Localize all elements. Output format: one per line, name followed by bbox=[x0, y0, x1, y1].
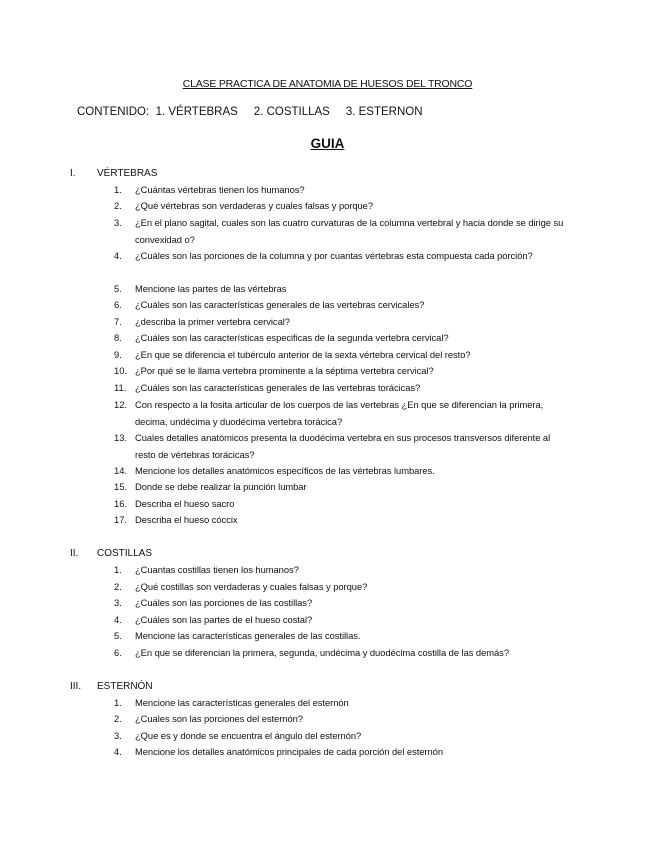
question-item bbox=[114, 330, 564, 347]
question-text: Donde se debe realizar la punción lumbar bbox=[135, 481, 307, 492]
question-number: 2. bbox=[114, 581, 122, 592]
question-text: ¿Cuantas costillas tienen los humanos? bbox=[135, 564, 299, 575]
question-text: ¿Cuántas vértebras tienen los humanos? bbox=[135, 184, 305, 195]
question-item bbox=[114, 248, 564, 265]
question-number: 16. bbox=[114, 498, 128, 509]
guia-heading: GUIA bbox=[310, 136, 345, 151]
question-text: Cuales detalles anatómicos presenta la duodécima vertebra en sus procesos transversos diferente al resto de vértebras torácicas? bbox=[135, 432, 551, 460]
question-text: ¿Que es y donde se encuentra el ángulo del esternón? bbox=[135, 730, 362, 741]
section-heading-vertebras bbox=[70, 168, 157, 179]
question-text: ¿Cuáles son las partes de el hueso costal? bbox=[135, 614, 313, 625]
section-heading-esternon bbox=[70, 681, 153, 692]
section-roman-numeral: I. bbox=[70, 168, 76, 179]
question-number: 5. bbox=[114, 283, 122, 294]
question-number: 8. bbox=[114, 332, 122, 343]
question-item bbox=[114, 215, 564, 248]
question-item bbox=[114, 645, 564, 662]
question-number: 1. bbox=[114, 564, 122, 575]
question-number: 13. bbox=[114, 432, 128, 443]
question-item bbox=[114, 595, 564, 612]
section-roman-numeral: II. bbox=[70, 548, 79, 559]
question-text: Mencione las partes de las vértebras bbox=[135, 283, 287, 294]
question-item bbox=[114, 562, 564, 579]
question-item bbox=[114, 281, 564, 298]
question-text: ¿describa la primer vertebra cervical? bbox=[135, 316, 290, 327]
question-text: ¿Cuáles son las porciones de las costillas? bbox=[135, 597, 313, 608]
question-number: 3. bbox=[114, 597, 122, 608]
question-item bbox=[114, 314, 564, 331]
question-number: 11. bbox=[114, 382, 127, 393]
section-heading-costillas bbox=[70, 548, 152, 559]
question-number: 15. bbox=[114, 481, 128, 492]
section-title: ESTERNÓN bbox=[97, 681, 153, 692]
question-item bbox=[114, 512, 564, 529]
question-text: ¿En que se diferencia el tubérculo anterior de la sexta vértebra cervical del resto? bbox=[135, 349, 471, 360]
question-number: 6. bbox=[114, 299, 122, 310]
question-number: 3. bbox=[114, 217, 122, 228]
question-item bbox=[114, 380, 564, 397]
question-text: Describa el hueso sacro bbox=[135, 498, 235, 509]
question-item bbox=[114, 628, 564, 645]
question-number: 1. bbox=[114, 184, 122, 195]
question-item bbox=[114, 363, 564, 380]
question-text: Mencione los detalles anatómicos específicos de las vértebras lumbares. bbox=[135, 465, 435, 476]
question-text: ¿Cuáles son las características generales de las vertebras torácicas? bbox=[135, 382, 421, 393]
contenido-line: CONTENIDO: 1. VÉRTEBRAS 2. COSTILLAS 3. ESTERNON bbox=[77, 106, 423, 118]
question-number: 4. bbox=[114, 746, 122, 757]
section-title: COSTILLAS bbox=[97, 548, 153, 559]
question-item bbox=[114, 728, 564, 745]
question-item bbox=[114, 430, 564, 463]
question-item bbox=[114, 347, 564, 364]
question-item bbox=[114, 744, 564, 761]
question-number: 12. bbox=[114, 399, 128, 410]
question-number: 4. bbox=[114, 614, 122, 625]
document-title: CLASE PRACTICA DE ANATOMIA DE HUESOS DEL TRONCO bbox=[182, 78, 473, 90]
question-text: ¿En que se diferencian la primera, segunda, undécima y duodécima costilla de las demás? bbox=[135, 647, 509, 658]
question-item bbox=[114, 695, 564, 712]
question-item bbox=[114, 579, 564, 596]
question-item bbox=[114, 479, 564, 496]
question-number: 4. bbox=[114, 250, 122, 261]
question-text: Describa el hueso cóccix bbox=[135, 514, 238, 525]
question-item bbox=[114, 711, 564, 728]
question-number: 14. bbox=[114, 465, 128, 476]
question-text: ¿En el plano sagital, cuales son las cuatro curvaturas de la columna vertebral y hacia donde se dirige su convexidad o? bbox=[135, 217, 564, 245]
section-roman-numeral: III. bbox=[70, 681, 82, 692]
question-text: ¿Cuáles son las porciones de la columna y por cuantas vértebras esta compuesta cada porción? bbox=[135, 250, 533, 261]
question-number: 5. bbox=[114, 630, 122, 641]
question-number: 7. bbox=[114, 316, 122, 327]
question-number: 1. bbox=[114, 697, 122, 708]
section-title: VÉRTEBRAS bbox=[97, 168, 158, 179]
question-number: 2. bbox=[114, 713, 122, 724]
question-number: 17. bbox=[114, 514, 128, 525]
question-item bbox=[114, 198, 564, 215]
question-number: 3. bbox=[114, 730, 122, 741]
question-text: ¿Cuáles son las características generales de las vertebras cervicales? bbox=[135, 299, 425, 310]
question-text: Mencione las características generales de las costillas. bbox=[135, 630, 361, 641]
question-text: ¿Cuales son las porciones del esternón? bbox=[135, 713, 303, 724]
question-text: ¿Por qué se le llama vertebra prominente a la séptima vertebra cervical? bbox=[135, 365, 434, 376]
question-number: 9. bbox=[114, 349, 122, 360]
question-text: Mencione los detalles anatómicos principales de cada porción del esternón bbox=[135, 746, 443, 757]
question-number: 2. bbox=[114, 200, 122, 211]
question-text: ¿Qué vértebras son verdaderas y cuales falsas y porque? bbox=[135, 200, 374, 211]
question-number: 6. bbox=[114, 647, 122, 658]
question-item bbox=[114, 397, 564, 430]
question-item bbox=[114, 612, 564, 629]
question-number: 10. bbox=[114, 365, 128, 376]
question-item bbox=[114, 182, 564, 199]
question-text: ¿Cuáles son las características especificas de la segunda vertebra cervical? bbox=[135, 332, 449, 343]
question-text: ¿Qué costillas son verdaderas y cuales falsas y porque? bbox=[135, 581, 368, 592]
question-text: Mencione las características generales del esternón bbox=[135, 697, 349, 708]
question-item bbox=[114, 297, 564, 314]
question-text: Con respecto a la fosita articular de los cuerpos de las vertebras ¿En que se diferencian la primera, decima, undécima y duodécima vertebra torácica? bbox=[135, 399, 544, 427]
question-item bbox=[114, 463, 564, 480]
question-item bbox=[114, 496, 564, 513]
